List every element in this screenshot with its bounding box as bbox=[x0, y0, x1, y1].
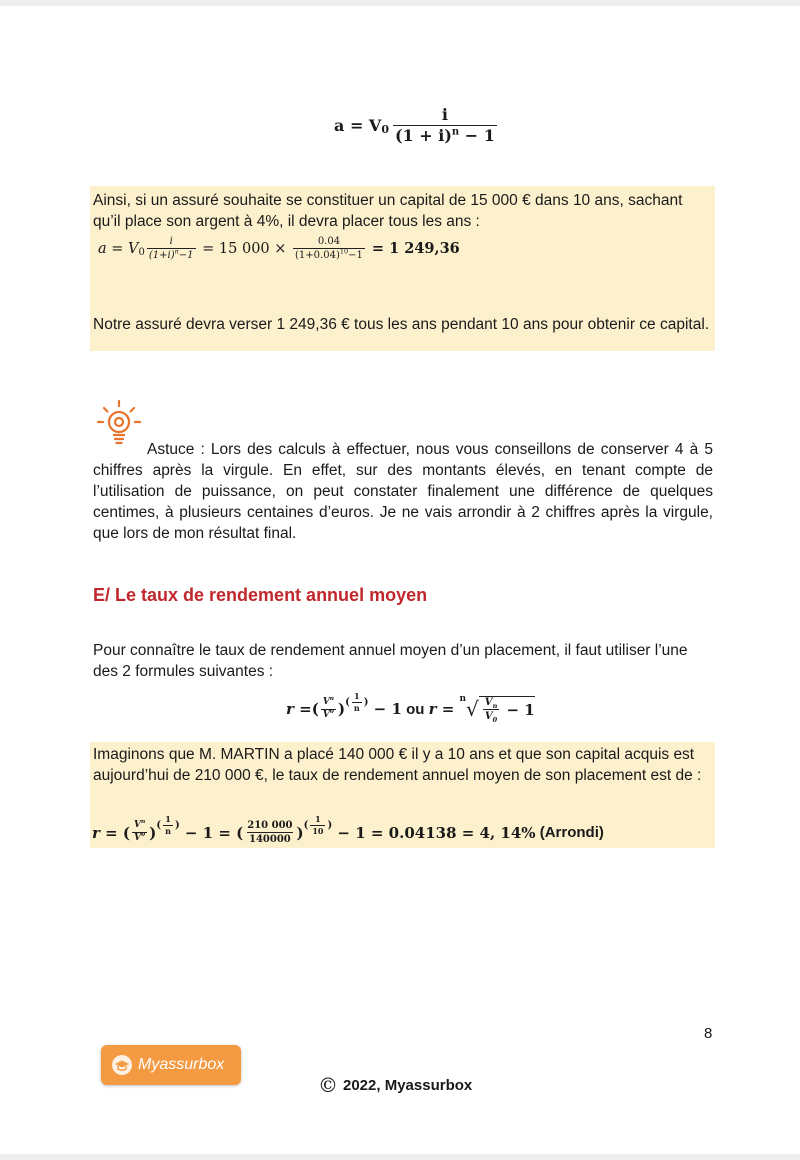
logo-text: Myassurbox bbox=[138, 1056, 225, 1073]
myassurbox-logo bbox=[101, 1045, 241, 1085]
example1-calculation: a = V $_0$ $\frac{i}{(1+i)^n-1}$ = 15 000 × $\frac{0.04}{(1+0.04)^{10}-1}$ = 1 249,36 bbox=[98, 236, 460, 261]
formula-lhs: a = V bbox=[334, 115, 382, 135]
copyright-icon: © bbox=[318, 1073, 338, 1097]
formula-numerator: i bbox=[441, 105, 448, 124]
example1-text: Ainsi, si un assuré souhaite se constituer un capital de 15 000 € dans 10 ans, sachant qu’il place son argent à 4%, il devra placer tous les ans : bbox=[93, 192, 683, 230]
document-page bbox=[0, 6, 800, 1154]
section-heading: E/ Le taux de rendement annuel moyen bbox=[93, 585, 428, 605]
page-number: 8 bbox=[704, 1025, 713, 1042]
formula-fraction bbox=[393, 106, 497, 144]
example1-result: = 1 249,36 bbox=[366, 240, 460, 257]
example1-conclusion: Notre assuré devra verser 1 249,36 € tous les ans pendant 10 ans pour obtenir ce capital. bbox=[93, 316, 710, 333]
section-intro: Pour connaître le taux de rendement annuel moyen d’un placement, il faut utiliser l’une des 2 formules suivantes : bbox=[93, 642, 688, 680]
tip-text: Astuce : Lors des calculs à effectuer, nous vous conseillons de conserver 4 à 5 chiffres après la virgule. En effet, sur des montants élevés, en tenant compte de l’utilisation de puissance, on peut constater finalement une différence de quelques centimes, à plusieurs centaines d’euros. Je ne vais arrondir à 2 chiffres après la virgule, que lors de mon résultat final. bbox=[93, 441, 713, 542]
copyright-text: 2022, Myassurbox bbox=[343, 1076, 473, 1094]
yield-formulas: r = ( $\frac{V^n}{V^0}$ ) ( $\frac{1}{n}$ ) − 1 ou r = $^n$ √ $\frac{V_n}{V_0}$ − 1 bbox=[286, 690, 535, 724]
annuity-formula bbox=[334, 106, 499, 144]
formula-sub0: 0 bbox=[381, 122, 389, 136]
example1-fraction2: $\frac{0.04}{(1+0.04)^{10}-1}$ bbox=[295, 236, 363, 261]
formula-denominator: $(1 + i)^n - 1$ bbox=[394, 125, 495, 145]
example2-text: Imaginons que M. MARTIN a placé 140 000 € il y a 10 ans et que son capital acquis est aujourd’hui de 210 000 €, le taux de rendement annuel moyen de son placement est de : bbox=[93, 746, 702, 784]
copyright bbox=[318, 1073, 472, 1097]
formula-or: ou bbox=[401, 700, 429, 718]
graduation-cap-icon bbox=[110, 1053, 134, 1077]
example2-calculation: r = ( $\frac{V^n}{V^0}$ ) ( $\frac{1}{n}$ ) − 1 = ( $\frac{210 000}{140000}$ ) ( $\frac{1}{10}$ ) − 1 = 0.04138 = 4, 14% (Arrondi) bbox=[92, 814, 604, 845]
example1-fraction1: $\frac{i}{(1+i)^n-1}$ bbox=[148, 236, 194, 261]
